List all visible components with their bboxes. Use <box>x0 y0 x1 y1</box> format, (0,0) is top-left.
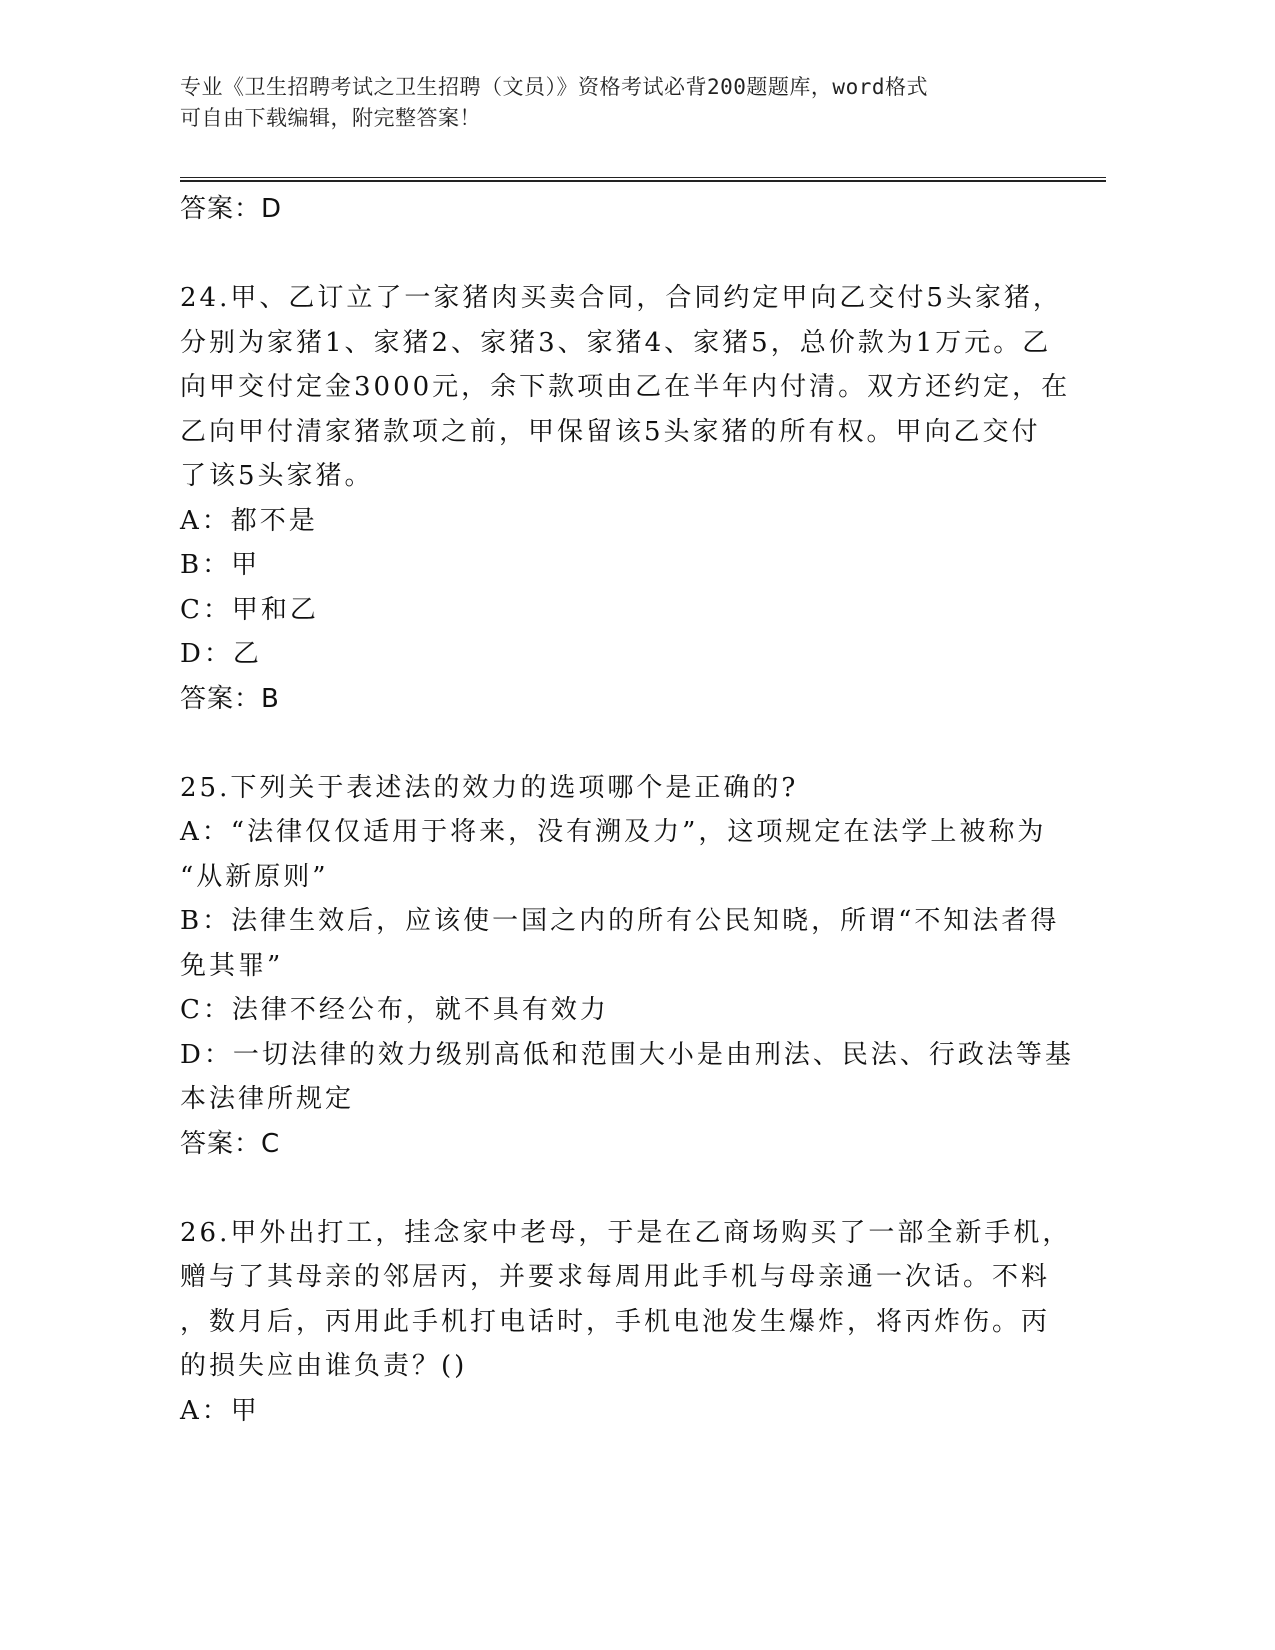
question-25-option-line: 免其罪” <box>180 950 284 981</box>
question-25-option-line: C：法律不经公布，就不具有效力 <box>180 995 609 1025</box>
header-divider <box>180 177 1106 182</box>
spacer <box>180 1166 1060 1211</box>
question-25-option-line: 本法律所规定 <box>180 1084 355 1114</box>
spacer <box>180 232 1060 277</box>
header-line-1: 专业《卫生招聘考试之卫生招聘（文员）》资格考试必背200题题库，word格式 <box>180 75 928 99</box>
question-24-stem-line: 乙向甲付清家猪款项之前，甲保留该5头家猪的所有权。甲向乙交付 <box>180 416 1041 447</box>
question-25 <box>180 766 1074 1167</box>
answer-25: 答案：C <box>180 1128 281 1159</box>
question-26-stem-line: 26.甲外出打工，挂念家中老母，于是在乙商场购买了一部全新手机， <box>180 1217 1072 1248</box>
question-25-stem-line: 25.下列关于表述法的效力的选项哪个是正确的? <box>180 772 799 803</box>
question-24-option-a: A：都不是 <box>180 505 318 536</box>
answer-23: 答案：D <box>180 194 283 224</box>
question-25-option-line: A：“法律仅仅适用于将来，没有溯及力”，这项规定在法学上被称为 <box>180 817 1047 847</box>
question-24-option-c: C：甲和乙 <box>180 594 319 625</box>
question-26 <box>180 1211 1072 1434</box>
question-25-option-line: D：一切法律的效力级别高低和范围大小是由刑法、民法、行政法等基 <box>180 1039 1074 1070</box>
header-line-2: 可自由下载编辑，附完整答案！ <box>180 106 481 130</box>
spacer <box>180 721 1060 766</box>
question-25-option-line: B：法律生效后，应该使一国之内的所有公民知晓，所谓“不知法者得 <box>180 906 1060 936</box>
question-24-stem-line: 向甲交付定金3000元，余下款项由乙在半年内付清。双方还约定，在 <box>180 372 1071 402</box>
question-24-stem-line: 分别为家猪1、家猪2、家猪3、家猪4、家猪5，总价款为1万元。乙 <box>180 327 1052 358</box>
document-header <box>180 72 1040 134</box>
question-25-option-line: “从新原则” <box>180 861 329 892</box>
question-26-stem-line: 的损失应由谁负责？() <box>180 1351 468 1381</box>
question-24-stem-line: 了该5头家猪。 <box>180 461 374 491</box>
question-24-option-b: B：甲 <box>180 550 261 580</box>
question-list <box>180 187 1074 1433</box>
question-26-stem-line: 赠与了其母亲的邻居丙，并要求每周用此手机与母亲通一次话。不料 <box>180 1262 1051 1292</box>
question-26-stem-line: ，数月后，丙用此手机打电话时，手机电池发生爆炸，将丙炸伤。丙 <box>180 1306 1051 1337</box>
question-26-option-a: A：甲 <box>180 1395 260 1426</box>
question-24 <box>180 276 1071 721</box>
question-24-option-d: D：乙 <box>180 639 262 669</box>
answer-24: 答案：B <box>180 683 280 714</box>
question-24-stem-line: 24.甲、乙订立了一家猪肉买卖合同，合同约定甲向乙交付5头家猪， <box>180 283 1062 313</box>
